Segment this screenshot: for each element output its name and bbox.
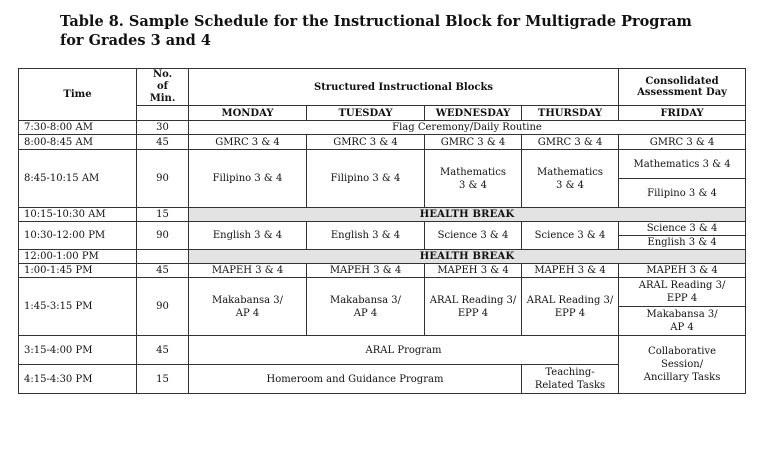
thursday-cell: Science 3 & 4 [522, 222, 619, 250]
minutes-cell: 90 [137, 222, 189, 250]
title-line-2: for Grades 3 and 4 [60, 32, 211, 49]
monday-cell: MAPEH 3 & 4 [189, 264, 307, 278]
monday-cell: Filipino 3 & 4 [189, 150, 307, 208]
minutes-cell: 30 [137, 121, 189, 135]
header-min-blank [137, 106, 189, 121]
tuesday-cell: Makabansa 3/ AP 4 [307, 278, 425, 336]
span-cell: Flag Ceremony/Daily Routine [189, 121, 746, 135]
wednesday-cell: MAPEH 3 & 4 [425, 264, 522, 278]
friday-cell: Collaborative Session/ Ancillary Tasks [619, 336, 746, 394]
time-cell: 10:15-10:30 AM [19, 208, 137, 222]
friday-cell-b: English 3 & 4 [619, 236, 746, 250]
monday-cell: GMRC 3 & 4 [189, 135, 307, 150]
time-cell: 8:45-10:15 AM [19, 150, 137, 208]
minutes-cell: 90 [137, 150, 189, 208]
table-row [19, 121, 746, 135]
header-no-of-min: No. of Min. [137, 69, 189, 106]
title-line-1: Table 8. Sample Schedule for the Instructional Block for Multigrade Program [60, 13, 692, 30]
time-cell: 3:15-4:00 PM [19, 336, 137, 365]
tuesday-cell: Filipino 3 & 4 [307, 150, 425, 208]
time-cell: 4:15-4:30 PM [19, 365, 137, 394]
time-cell: 10:30-12:00 PM [19, 222, 137, 250]
thursday-cell: Teaching- Related Tasks [522, 365, 619, 394]
header-time: Time [19, 69, 137, 121]
table-row [19, 208, 746, 222]
time-cell: 12:00-1:00 PM [19, 250, 137, 264]
minutes-cell: 45 [137, 336, 189, 365]
wednesday-cell: Mathematics 3 & 4 [425, 150, 522, 208]
time-cell: 8:00-8:45 AM [19, 135, 137, 150]
header-monday: MONDAY [189, 106, 307, 121]
tuesday-cell: MAPEH 3 & 4 [307, 264, 425, 278]
tuesday-cell: GMRC 3 & 4 [307, 135, 425, 150]
wednesday-cell: Science 3 & 4 [425, 222, 522, 250]
schedule-table [18, 68, 746, 394]
minutes-cell: 45 [137, 135, 189, 150]
wednesday-cell: GMRC 3 & 4 [425, 135, 522, 150]
minutes-cell: 15 [137, 208, 189, 222]
header-thursday: THURSDAY [522, 106, 619, 121]
health-break-cell: HEALTH BREAK [189, 208, 746, 222]
header-structured-blocks: Structured Instructional Blocks [189, 69, 619, 106]
friday-cell-b: Makabansa 3/ AP 4 [619, 307, 746, 336]
table-row [19, 336, 746, 365]
thursday-cell: Mathematics 3 & 4 [522, 150, 619, 208]
header-tuesday: TUESDAY [307, 106, 425, 121]
tuesday-cell: English 3 & 4 [307, 222, 425, 250]
time-cell: 7:30-8:00 AM [19, 121, 137, 135]
minutes-cell: 15 [137, 365, 189, 394]
minutes-cell: 90 [137, 278, 189, 336]
friday-cell-a: Mathematics 3 & 4 [619, 150, 746, 179]
time-cell: 1:00-1:45 PM [19, 264, 137, 278]
table-row [19, 250, 746, 264]
header-friday: FRIDAY [619, 106, 746, 121]
table-row [19, 150, 746, 179]
friday-cell-a: ARAL Reading 3/ EPP 4 [619, 278, 746, 307]
homeroom-cell: Homeroom and Guidance Program [189, 365, 522, 394]
minutes-cell [137, 250, 189, 264]
monday-cell: English 3 & 4 [189, 222, 307, 250]
header-consolidated: Consolidated Assessment Day [619, 69, 746, 106]
friday-cell: MAPEH 3 & 4 [619, 264, 746, 278]
health-break-cell: HEALTH BREAK [189, 250, 746, 264]
aral-program-cell: ARAL Program [189, 336, 619, 365]
minutes-cell: 45 [137, 264, 189, 278]
friday-cell: GMRC 3 & 4 [619, 135, 746, 150]
thursday-cell: ARAL Reading 3/ EPP 4 [522, 278, 619, 336]
friday-cell-b: Filipino 3 & 4 [619, 179, 746, 208]
thursday-cell: MAPEH 3 & 4 [522, 264, 619, 278]
table-row [19, 278, 746, 307]
time-cell: 1:45-3:15 PM [19, 278, 137, 336]
table-row [19, 264, 746, 278]
thursday-cell: GMRC 3 & 4 [522, 135, 619, 150]
friday-cell-a: Science 3 & 4 [619, 222, 746, 236]
table-row [19, 135, 746, 150]
table-title [60, 12, 740, 50]
monday-cell: Makabansa 3/ AP 4 [189, 278, 307, 336]
wednesday-cell: ARAL Reading 3/ EPP 4 [425, 278, 522, 336]
header-row-1 [19, 69, 746, 106]
header-wednesday: WEDNESDAY [425, 106, 522, 121]
table-row [19, 222, 746, 236]
